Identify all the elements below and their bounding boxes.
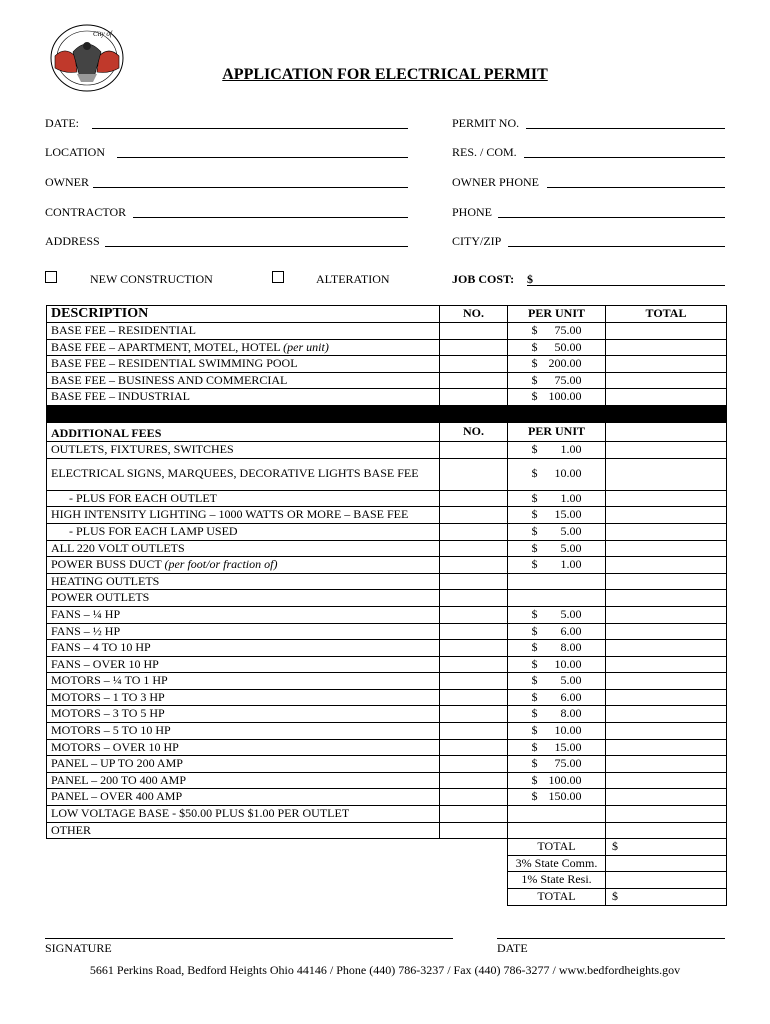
fee-description-text: MOTORS – ¼ TO 1 HP: [51, 673, 168, 688]
table-row: [47, 723, 727, 740]
new-construction-checkbox[interactable]: [45, 271, 57, 283]
summary-row: [47, 839, 727, 856]
fee-price: $ 75.00: [531, 756, 582, 771]
fee-description-text: FANS – OVER 10 HP: [51, 656, 159, 671]
fee-price-value: 8.00: [560, 640, 582, 655]
fee-description: [47, 389, 440, 406]
table-row: [47, 590, 727, 607]
summary-label: TOTAL: [508, 889, 606, 906]
fee-quantity-cell[interactable]: [440, 389, 508, 406]
fee-price-value: 75.00: [554, 372, 582, 387]
table-row: [47, 706, 727, 723]
fee-price-value: 5.00: [560, 673, 582, 688]
res-com-label: RES. / COM.: [452, 145, 517, 159]
table-row: [47, 822, 727, 839]
fee-price: $ 8.00: [531, 706, 582, 721]
fee-quantity-cell[interactable]: [440, 673, 508, 690]
fee-total-cell[interactable]: [606, 356, 727, 373]
fee-description: [47, 772, 440, 789]
additional-no-header: NO.: [440, 422, 508, 442]
fee-description-text: - PLUS FOR EACH OUTLET: [69, 490, 218, 505]
fee-price: $ 1.00: [531, 557, 582, 572]
table-row: [47, 540, 727, 557]
fee-per-unit: [508, 442, 606, 459]
fee-price-value: 200.00: [548, 356, 582, 371]
fee-description-text: HIGH INTENSITY LIGHTING – 1000 WATTS OR MORE – BASE FEE: [51, 507, 409, 522]
description-header: DESCRIPTION: [47, 306, 440, 323]
location-label: LOCATION: [45, 145, 105, 159]
fee-total-cell[interactable]: [606, 806, 727, 823]
fee-price: $ 200.00: [531, 356, 582, 371]
fee-description-text: BASE FEE – BUSINESS AND COMMERCIAL: [51, 372, 288, 387]
fee-price: $ 5.00: [531, 606, 582, 621]
fee-quantity-cell[interactable]: [440, 723, 508, 740]
fee-per-unit: [508, 772, 606, 789]
owner-phone-field[interactable]: [547, 187, 725, 188]
fee-per-unit: [508, 806, 606, 823]
fee-total-cell[interactable]: [606, 323, 727, 340]
fee-price-value: 8.00: [560, 706, 582, 721]
table-row: [47, 673, 727, 690]
fee-per-unit: [508, 640, 606, 657]
fee-per-unit: [508, 389, 606, 406]
table-row: [47, 606, 727, 623]
fee-total-cell[interactable]: [606, 656, 727, 673]
city-zip-label: CITY/ZIP: [452, 234, 502, 248]
fee-price-value: 5.00: [560, 606, 582, 621]
fee-description-text: ELECTRICAL SIGNS, MARQUEES, DECORATIVE LIGHTS BASE FEE: [51, 466, 419, 481]
fee-per-unit: [508, 507, 606, 524]
fee-quantity-cell[interactable]: [440, 458, 508, 490]
table-row: [47, 772, 727, 789]
table-row: [47, 789, 727, 806]
table-row: [47, 389, 727, 406]
fee-quantity-cell[interactable]: [440, 323, 508, 340]
fee-description: [47, 822, 440, 839]
fee-total-cell[interactable]: [606, 573, 727, 590]
fee-price-value: 10.00: [554, 723, 582, 738]
fee-description-text: BASE FEE – APARTMENT, MOTEL, HOTEL: [51, 339, 284, 354]
fee-description: [47, 507, 440, 524]
summary-value[interactable]: $: [606, 839, 727, 856]
fee-description-text: PANEL – 200 TO 400 AMP: [51, 772, 187, 787]
fee-per-unit: [508, 706, 606, 723]
fee-price: $ 75.00: [531, 372, 582, 387]
fee-description-text: PANEL – OVER 400 AMP: [51, 789, 183, 804]
owner-phone-label: OWNER PHONE: [452, 175, 539, 189]
fee-description-text: MOTORS – OVER 10 HP: [51, 739, 179, 754]
fee-total-cell[interactable]: [606, 623, 727, 640]
fee-total-cell[interactable]: [606, 389, 727, 406]
fee-quantity-cell[interactable]: [440, 640, 508, 657]
table-row: [47, 507, 727, 524]
fee-price-value: 50.00: [554, 339, 582, 354]
fee-price-value: 15.00: [554, 739, 582, 754]
fee-description-text: POWER OUTLETS: [51, 590, 150, 605]
fee-description: [47, 640, 440, 657]
fee-total-cell[interactable]: [606, 789, 727, 806]
divider-cell: [508, 405, 606, 422]
fee-price-value: 100.00: [548, 389, 582, 404]
fee-description: [47, 590, 440, 607]
table-header-row: [47, 306, 727, 323]
fee-price: $ 5.00: [531, 673, 582, 688]
fee-per-unit: [508, 723, 606, 740]
svg-text:City of: City of: [93, 30, 112, 38]
fee-total-cell[interactable]: [606, 590, 727, 607]
fee-quantity-cell[interactable]: [440, 573, 508, 590]
fee-description: [47, 323, 440, 340]
summary-label: TOTAL: [508, 839, 606, 856]
job-cost-currency: $: [527, 272, 533, 286]
fee-table: [46, 305, 727, 906]
fee-price-value: 5.00: [560, 540, 582, 555]
fee-quantity-cell[interactable]: [440, 590, 508, 607]
fee-price: $ 150.00: [531, 789, 582, 804]
fee-per-unit: [508, 323, 606, 340]
fee-per-unit: [508, 656, 606, 673]
page-title: APPLICATION FOR ELECTRICAL PERMIT: [222, 66, 548, 83]
fee-per-unit: [508, 339, 606, 356]
additional-per-unit-header: PER UNIT: [508, 422, 606, 442]
fee-quantity-cell[interactable]: [440, 706, 508, 723]
fee-total-cell[interactable]: [606, 458, 727, 490]
fee-quantity-cell[interactable]: [440, 789, 508, 806]
contractor-field[interactable]: [133, 217, 408, 218]
fee-quantity-cell[interactable]: [440, 490, 508, 507]
fee-price: $ 1.00: [531, 442, 582, 457]
table-row: [47, 573, 727, 590]
table-row: [47, 458, 727, 490]
fee-quantity-cell[interactable]: [440, 756, 508, 773]
fee-description: [47, 689, 440, 706]
address-label: ADDRESS: [45, 234, 100, 248]
fee-per-unit: [508, 356, 606, 373]
table-row: [47, 356, 727, 373]
divider-cell: [606, 405, 727, 422]
summary-spacer: [440, 839, 508, 856]
fee-description: [47, 523, 440, 540]
phone-label: PHONE: [452, 205, 493, 219]
new-construction-label: NEW CONSTRUCTION: [90, 272, 213, 286]
fee-per-unit: [508, 573, 606, 590]
fee-description-text: PANEL – UP TO 200 AMP: [51, 756, 183, 771]
summary-value[interactable]: $: [606, 889, 727, 906]
fee-description: [47, 706, 440, 723]
location-field[interactable]: [117, 157, 408, 158]
fee-description: [47, 540, 440, 557]
permit-no-field[interactable]: [526, 128, 725, 129]
fee-price: $ 1.00: [531, 490, 582, 505]
summary-row: [47, 855, 727, 872]
fee-description-note: (per unit): [283, 339, 329, 354]
summary-spacer: [47, 839, 440, 856]
fee-description-text: FANS – 4 TO 10 HP: [51, 640, 151, 655]
summary-spacer: [440, 889, 508, 906]
fee-quantity-cell[interactable]: [440, 623, 508, 640]
res-com-field[interactable]: [524, 157, 725, 158]
fee-quantity-cell[interactable]: [440, 689, 508, 706]
fee-price-value: 6.00: [560, 689, 582, 704]
signature-field[interactable]: [45, 938, 453, 939]
fee-description-text: POWER BUSS DUCT: [51, 557, 165, 572]
table-row: [47, 623, 727, 640]
job-cost-field[interactable]: [527, 285, 725, 286]
table-row: [47, 557, 727, 574]
fee-total-cell[interactable]: [606, 507, 727, 524]
table-row: [47, 339, 727, 356]
fee-price: $ 75.00: [531, 323, 582, 337]
fee-description-text: BASE FEE – RESIDENTIAL: [51, 323, 196, 337]
table-row: [47, 806, 727, 823]
fee-quantity-cell[interactable]: [440, 739, 508, 756]
fee-price-value: 1.00: [560, 557, 582, 572]
fee-description-text: OUTLETS, FIXTURES, SWITCHES: [51, 442, 234, 457]
fee-quantity-cell[interactable]: [440, 356, 508, 373]
alteration-label: ALTERATION: [316, 272, 390, 286]
alteration-checkbox[interactable]: [272, 271, 284, 283]
address-field[interactable]: [105, 246, 408, 247]
contractor-label: CONTRACTOR: [45, 205, 127, 219]
fee-total-cell[interactable]: [606, 372, 727, 389]
fee-description: [47, 806, 440, 823]
owner-label: OWNER: [45, 175, 89, 189]
fee-description-text: MOTORS – 1 TO 3 HP: [51, 689, 165, 704]
fee-price: $ 5.00: [531, 523, 582, 538]
fee-description: [47, 458, 440, 490]
fee-description-text: - PLUS FOR EACH LAMP USED: [69, 523, 238, 538]
fee-description: [47, 339, 440, 356]
fee-description-text: BASE FEE – RESIDENTIAL SWIMMING POOL: [51, 356, 298, 371]
fee-total-cell[interactable]: [606, 640, 727, 657]
fee-total-cell[interactable]: [606, 490, 727, 507]
fee-price: $ 100.00: [531, 389, 582, 404]
date-field[interactable]: [92, 128, 408, 129]
fee-per-unit: [508, 623, 606, 640]
fee-description: [47, 606, 440, 623]
fee-price-value: 150.00: [548, 789, 582, 804]
fee-quantity-cell[interactable]: [440, 656, 508, 673]
fee-description: [47, 623, 440, 640]
per-unit-header: PER UNIT: [508, 306, 606, 323]
table-row: [47, 490, 727, 507]
fee-description: [47, 739, 440, 756]
summary-value[interactable]: [606, 855, 727, 872]
fee-price: $ 10.00: [531, 466, 582, 481]
summary-spacer: [47, 855, 440, 872]
fee-description-note: (per foot/or fraction of): [164, 557, 278, 572]
fee-per-unit: [508, 523, 606, 540]
summary-spacer: [47, 872, 440, 889]
fee-description: [47, 789, 440, 806]
fee-per-unit: [508, 689, 606, 706]
fee-quantity-cell[interactable]: [440, 523, 508, 540]
fee-description-text: FANS – ½ HP: [51, 623, 121, 638]
fee-description: [47, 756, 440, 773]
fee-price-value: 15.00: [554, 507, 582, 522]
fee-quantity-cell[interactable]: [440, 372, 508, 389]
fee-total-cell[interactable]: [606, 723, 727, 740]
fee-per-unit: [508, 673, 606, 690]
fee-total-cell[interactable]: [606, 739, 727, 756]
fee-quantity-cell[interactable]: [440, 540, 508, 557]
fee-price: $ 5.00: [531, 540, 582, 555]
fee-per-unit: [508, 372, 606, 389]
fee-price-value: 6.00: [560, 623, 582, 638]
summary-spacer: [440, 872, 508, 889]
fee-description-text: BASE FEE – INDUSTRIAL: [51, 389, 191, 404]
fee-total-cell[interactable]: [606, 442, 727, 459]
summary-value[interactable]: [606, 872, 727, 889]
divider-cell: [440, 405, 508, 422]
owner-field[interactable]: [93, 187, 408, 188]
fee-per-unit: [508, 606, 606, 623]
fee-quantity-cell[interactable]: [440, 822, 508, 839]
fee-price-value: 75.00: [554, 323, 582, 337]
fee-per-unit: [508, 490, 606, 507]
fee-per-unit: [508, 557, 606, 574]
table-row: [47, 442, 727, 459]
table-row: [47, 739, 727, 756]
summary-row: [47, 889, 727, 906]
job-cost-label: JOB COST:: [452, 272, 515, 286]
fee-description: [47, 356, 440, 373]
fee-description-text: MOTORS – 3 TO 5 HP: [51, 706, 165, 721]
table-row: [47, 689, 727, 706]
fee-description: [47, 573, 440, 590]
fee-total-cell[interactable]: [606, 339, 727, 356]
fee-description: [47, 372, 440, 389]
footer-contact: 5661 Perkins Road, Bedford Heights Ohio 44146 / Phone (440) 786-3237 / Fax (440) 786-3277 / www.bedfordheights.gov: [89, 963, 681, 977]
fee-quantity-cell[interactable]: [440, 772, 508, 789]
fee-total-cell[interactable]: [606, 822, 727, 839]
permit-no-label: PERMIT NO.: [452, 116, 520, 130]
fee-total-cell[interactable]: [606, 756, 727, 773]
fee-description-text: MOTORS – 5 TO 10 HP: [51, 723, 171, 738]
fee-description-text: FANS – ¼ HP: [51, 606, 121, 621]
fee-per-unit: [508, 590, 606, 607]
table-row: [47, 323, 727, 340]
fee-price-value: 1.00: [560, 442, 582, 457]
fee-quantity-cell[interactable]: [440, 339, 508, 356]
phone-field[interactable]: [498, 217, 725, 218]
fee-price: $ 100.00: [531, 772, 582, 787]
fee-price-value: 1.00: [560, 490, 582, 505]
fee-description: [47, 656, 440, 673]
fee-price: $ 50.00: [531, 339, 582, 354]
additional-fees-title: ADDITIONAL FEES: [47, 422, 440, 442]
table-row: [47, 656, 727, 673]
fee-per-unit: [508, 739, 606, 756]
fee-per-unit: [508, 540, 606, 557]
fee-per-unit: [508, 822, 606, 839]
signature-label: SIGNATURE: [45, 941, 112, 955]
fee-price: $ 10.00: [531, 656, 582, 671]
fee-price: $ 15.00: [531, 739, 582, 754]
city-zip-field[interactable]: [508, 246, 725, 247]
table-row: [47, 756, 727, 773]
summary-spacer: [47, 889, 440, 906]
section-divider: [47, 405, 727, 422]
total-header: TOTAL: [606, 306, 727, 323]
fee-total-cell[interactable]: [606, 689, 727, 706]
fee-description-text: ALL 220 VOLT OUTLETS: [51, 540, 185, 555]
fee-quantity-cell[interactable]: [440, 557, 508, 574]
fee-description: [47, 442, 440, 459]
fee-per-unit: [508, 756, 606, 773]
fee-description: [47, 490, 440, 507]
fee-description: [47, 723, 440, 740]
signature-date-label: DATE: [497, 941, 528, 955]
fee-total-cell[interactable]: [606, 540, 727, 557]
fee-price-value: 10.00: [554, 656, 582, 671]
fee-total-cell[interactable]: [606, 673, 727, 690]
summary-label: 1% State Resi.: [508, 872, 606, 889]
fee-price: $ 8.00: [531, 640, 582, 655]
fee-description-text: HEATING OUTLETS: [51, 573, 160, 588]
additional-fees-header-row: [47, 422, 727, 442]
fee-quantity-cell[interactable]: [440, 442, 508, 459]
fee-price-value: 10.00: [554, 466, 582, 481]
fee-per-unit: [508, 458, 606, 490]
summary-label: 3% State Comm.: [508, 855, 606, 872]
summary-row: [47, 872, 727, 889]
date-label: DATE:: [45, 116, 79, 130]
fee-price: $ 6.00: [531, 623, 582, 638]
fee-total-cell[interactable]: [606, 523, 727, 540]
fee-quantity-cell[interactable]: [440, 507, 508, 524]
signature-date-field[interactable]: [497, 938, 725, 939]
fee-quantity-cell[interactable]: [440, 606, 508, 623]
fee-total-cell[interactable]: [606, 557, 727, 574]
fee-total-cell[interactable]: [606, 772, 727, 789]
fee-per-unit: [508, 789, 606, 806]
fee-price-value: 100.00: [548, 772, 582, 787]
table-row: [47, 640, 727, 657]
fee-price-value: 5.00: [560, 523, 582, 538]
fee-price: $ 10.00: [531, 723, 582, 738]
fee-description-text: LOW VOLTAGE BASE - $50.00 PLUS $1.00 PER OUTLET: [51, 806, 350, 821]
divider-cell: [47, 405, 440, 422]
fee-price: $ 6.00: [531, 689, 582, 704]
fee-price-value: 75.00: [554, 756, 582, 771]
table-row: [47, 523, 727, 540]
fee-quantity-cell[interactable]: [440, 806, 508, 823]
fee-total-cell[interactable]: [606, 706, 727, 723]
fee-description-text: OTHER: [51, 822, 91, 837]
fee-description: [47, 557, 440, 574]
no-header: NO.: [440, 306, 508, 323]
additional-total-cell: [606, 422, 727, 442]
fee-price: $ 15.00: [531, 507, 582, 522]
table-row: [47, 372, 727, 389]
fee-description: [47, 673, 440, 690]
fee-total-cell[interactable]: [606, 606, 727, 623]
summary-spacer: [440, 855, 508, 872]
